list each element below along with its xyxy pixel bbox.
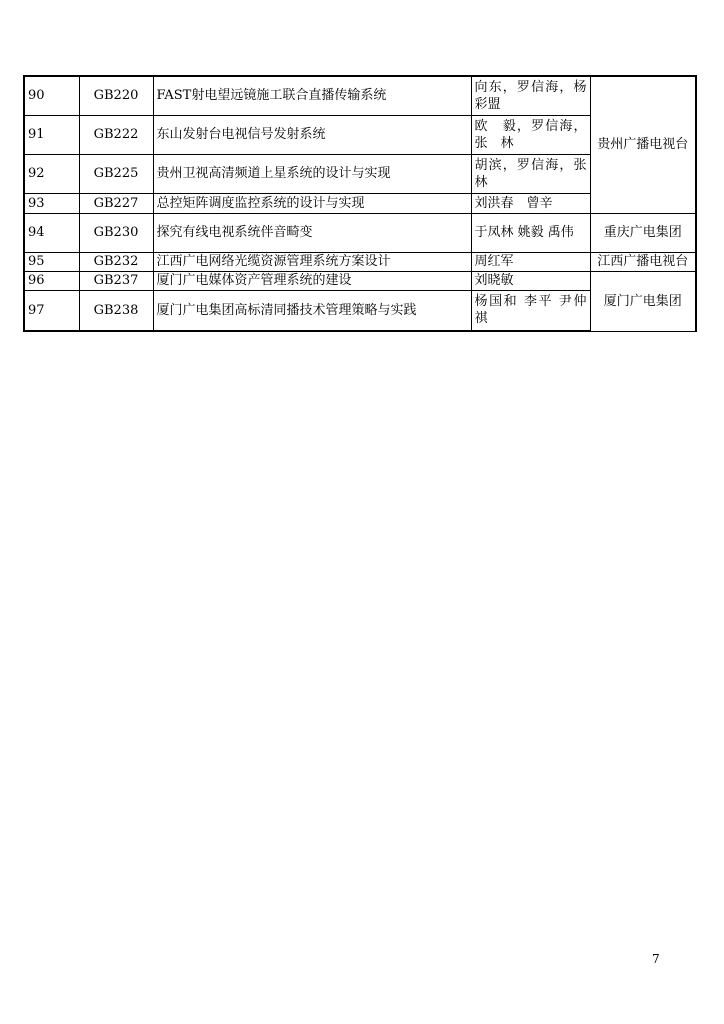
entry-code: GB227 <box>79 193 153 213</box>
entry-code: GB237 <box>79 271 153 290</box>
entry-title: FAST射电望远镜施工联合直播传输系统 <box>153 76 471 115</box>
row-number: 90 <box>24 76 79 115</box>
entry-title: 厦门广电集团高标清同播技术管理策略与实践 <box>153 290 471 331</box>
row-number: 97 <box>24 290 79 331</box>
entry-title: 厦门广电媒体资产管理系统的建设 <box>153 271 471 290</box>
table-row <box>24 76 696 115</box>
table-row <box>24 213 696 252</box>
table-row <box>24 252 696 271</box>
entry-unit: 重庆广电集团 <box>590 213 696 252</box>
row-number: 96 <box>24 271 79 290</box>
row-number: 94 <box>24 213 79 252</box>
row-number: 95 <box>24 252 79 271</box>
entry-authors: 周红军 <box>471 252 590 271</box>
row-number: 93 <box>24 193 79 213</box>
entry-unit: 厦门广电集团 <box>590 271 696 331</box>
entry-title: 总控矩阵调度监控系统的设计与实现 <box>153 193 471 213</box>
entry-code: GB230 <box>79 213 153 252</box>
row-number: 92 <box>24 154 79 193</box>
entry-title: 江西广电网络光缆资源管理系统方案设计 <box>153 252 471 271</box>
award-list-table <box>23 75 697 332</box>
page-number: 7 <box>652 952 660 966</box>
entry-code: GB220 <box>79 76 153 115</box>
entry-authors: 于凤林 姚毅 禹伟 <box>471 213 590 252</box>
row-number: 91 <box>24 115 79 154</box>
entry-authors: 胡滨，罗信海，张林 <box>471 154 590 193</box>
entry-title: 东山发射台电视信号发射系统 <box>153 115 471 154</box>
entry-authors: 向东，罗信海，杨彩盟 <box>471 76 590 115</box>
entry-code: GB238 <box>79 290 153 331</box>
entry-authors: 刘晓敏 <box>471 271 590 290</box>
table-row <box>24 271 696 290</box>
entry-title: 贵州卫视高清频道上星系统的设计与实现 <box>153 154 471 193</box>
entry-code: GB225 <box>79 154 153 193</box>
entry-unit: 江西广播电视台 <box>590 252 696 271</box>
entry-unit: 贵州广播电视台 <box>590 76 696 213</box>
entry-authors: 欧 毅，罗信海，张 林 <box>471 115 590 154</box>
entry-authors: 刘洪春 曾辛 <box>471 193 590 213</box>
entry-title: 探究有线电视系统伴音畸变 <box>153 213 471 252</box>
entry-code: GB232 <box>79 252 153 271</box>
entry-code: GB222 <box>79 115 153 154</box>
entry-authors: 杨国和 李平 尹仲祺 <box>471 290 590 331</box>
